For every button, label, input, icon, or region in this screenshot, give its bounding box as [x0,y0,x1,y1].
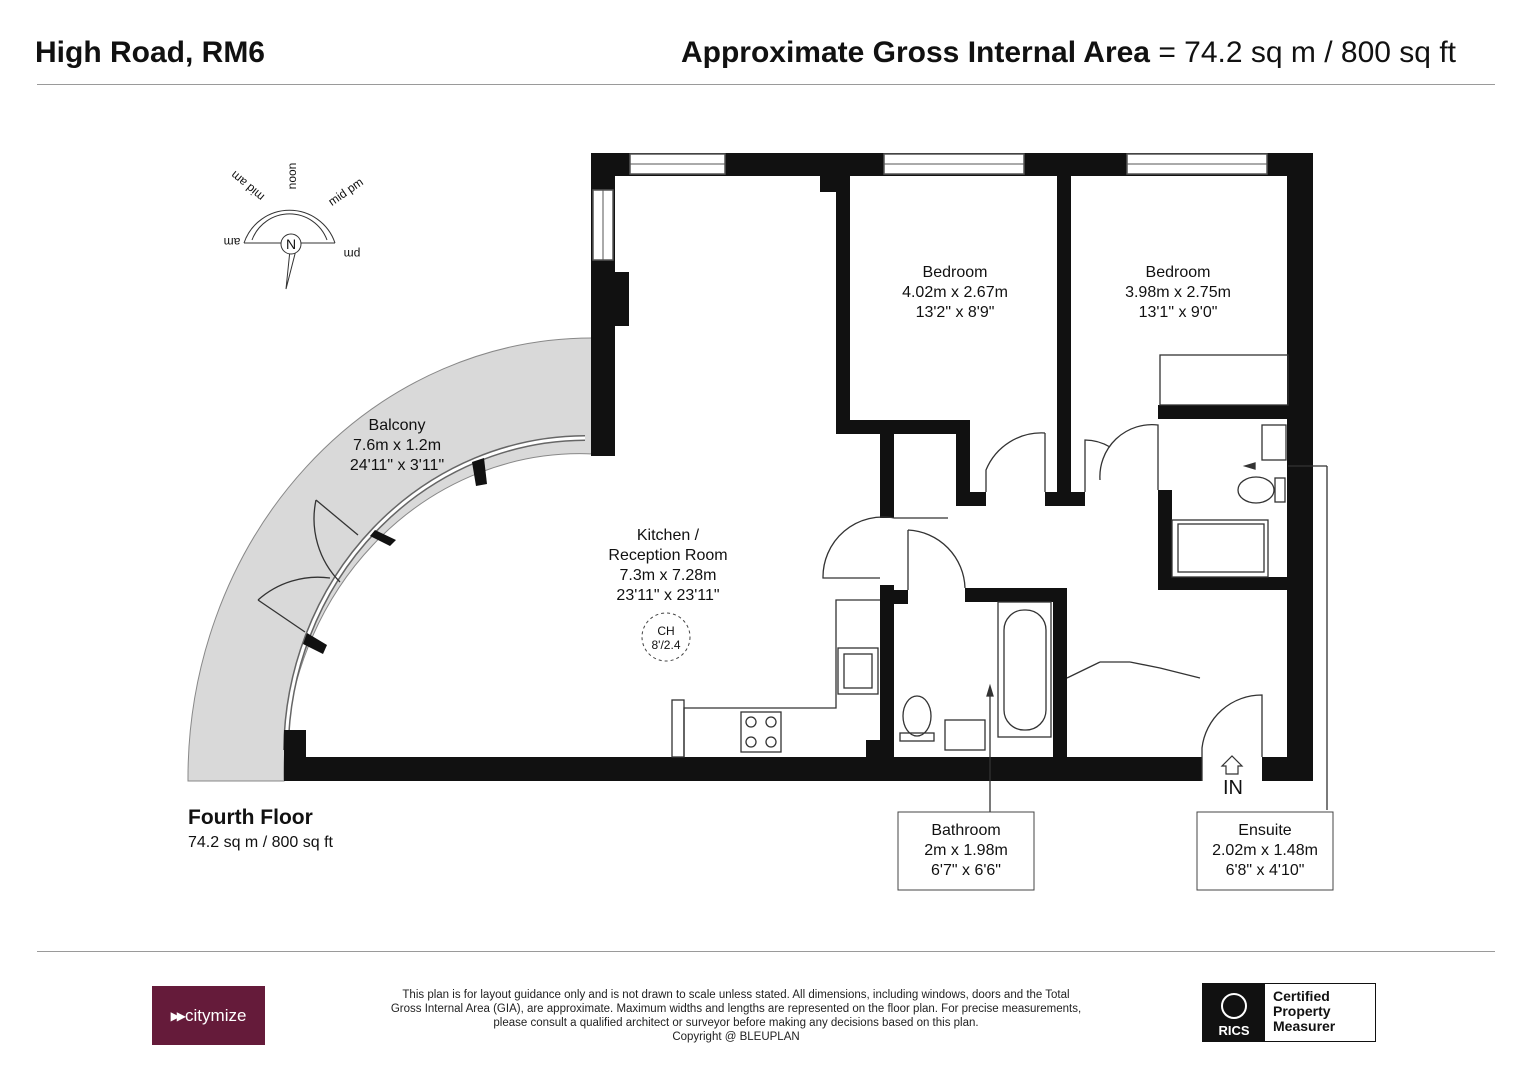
compass-mid-am: mid am [227,168,267,205]
bedroom-1-label: Bedroom 4.02m x 2.67m 13'2" x 8'9" [902,264,1008,321]
bathroom-label: Bathroom 2m x 1.98m 6'7" x 6'6" [924,822,1008,879]
rics-text: Certified Property Measurer [1273,988,1336,1034]
compass-pm: pm [343,247,361,261]
wardrobe [1067,662,1200,678]
lion-seal-icon [1221,993,1247,1019]
floor-title: Fourth Floor [188,806,313,829]
rics-badge [1202,983,1376,1042]
play-arrows-icon: ▶▶ [170,1008,184,1023]
citymize-logo: ▶▶ citymize [152,986,265,1045]
footer-divider [37,951,1495,952]
property-address: High Road, RM6 [35,36,265,69]
entrance-arrow [1222,756,1242,774]
ceiling-height-label: CH 8'/2.4 [651,624,681,652]
disclaimer: This plan is for layout guidance only and is not drawn to scale unless stated. All dimensions, including windows, doors and the Total Gross Internal Area (GIA), are approximate. Maximum widths and lengths are represented on the floor plan. For precise measurements, please consult a qualified architect or surveyor before making any decisions based on this plan. Copyright @ BLEUPLAN [390,989,1082,1043]
compass-mid-pm: mid pm [325,174,366,209]
balcony-label: Balcony 7.6m x 1.2m 24'11" x 3'11" [349,417,445,474]
kitchen-units [672,600,880,757]
kitchen-reception-label: Kitchen / Reception Room 7.3m x 7.28m 23'11" x 23'11" [608,527,728,604]
rics-mark: RICS [1203,984,1265,1041]
gia-label: Approximate Gross Internal Area [680,36,1150,69]
balcony-area [188,338,593,781]
bedroom-2-label: Bedroom 3.98m x 2.75m 13'1" x 9'0" [1125,264,1231,321]
entrance-label: IN [1223,777,1243,799]
gia-value: = 74.2 sq m / 800 sq ft [1158,36,1456,69]
compass-am: am [223,235,241,249]
ensuite-label: Ensuite 2.02m x 1.48m 6'8" x 4'10" [1212,822,1318,879]
compass-noon: noon [285,162,299,190]
compass-north: N [285,236,297,252]
floor-area: 74.2 sq m / 800 sq ft [188,834,333,851]
windows [593,154,1267,260]
